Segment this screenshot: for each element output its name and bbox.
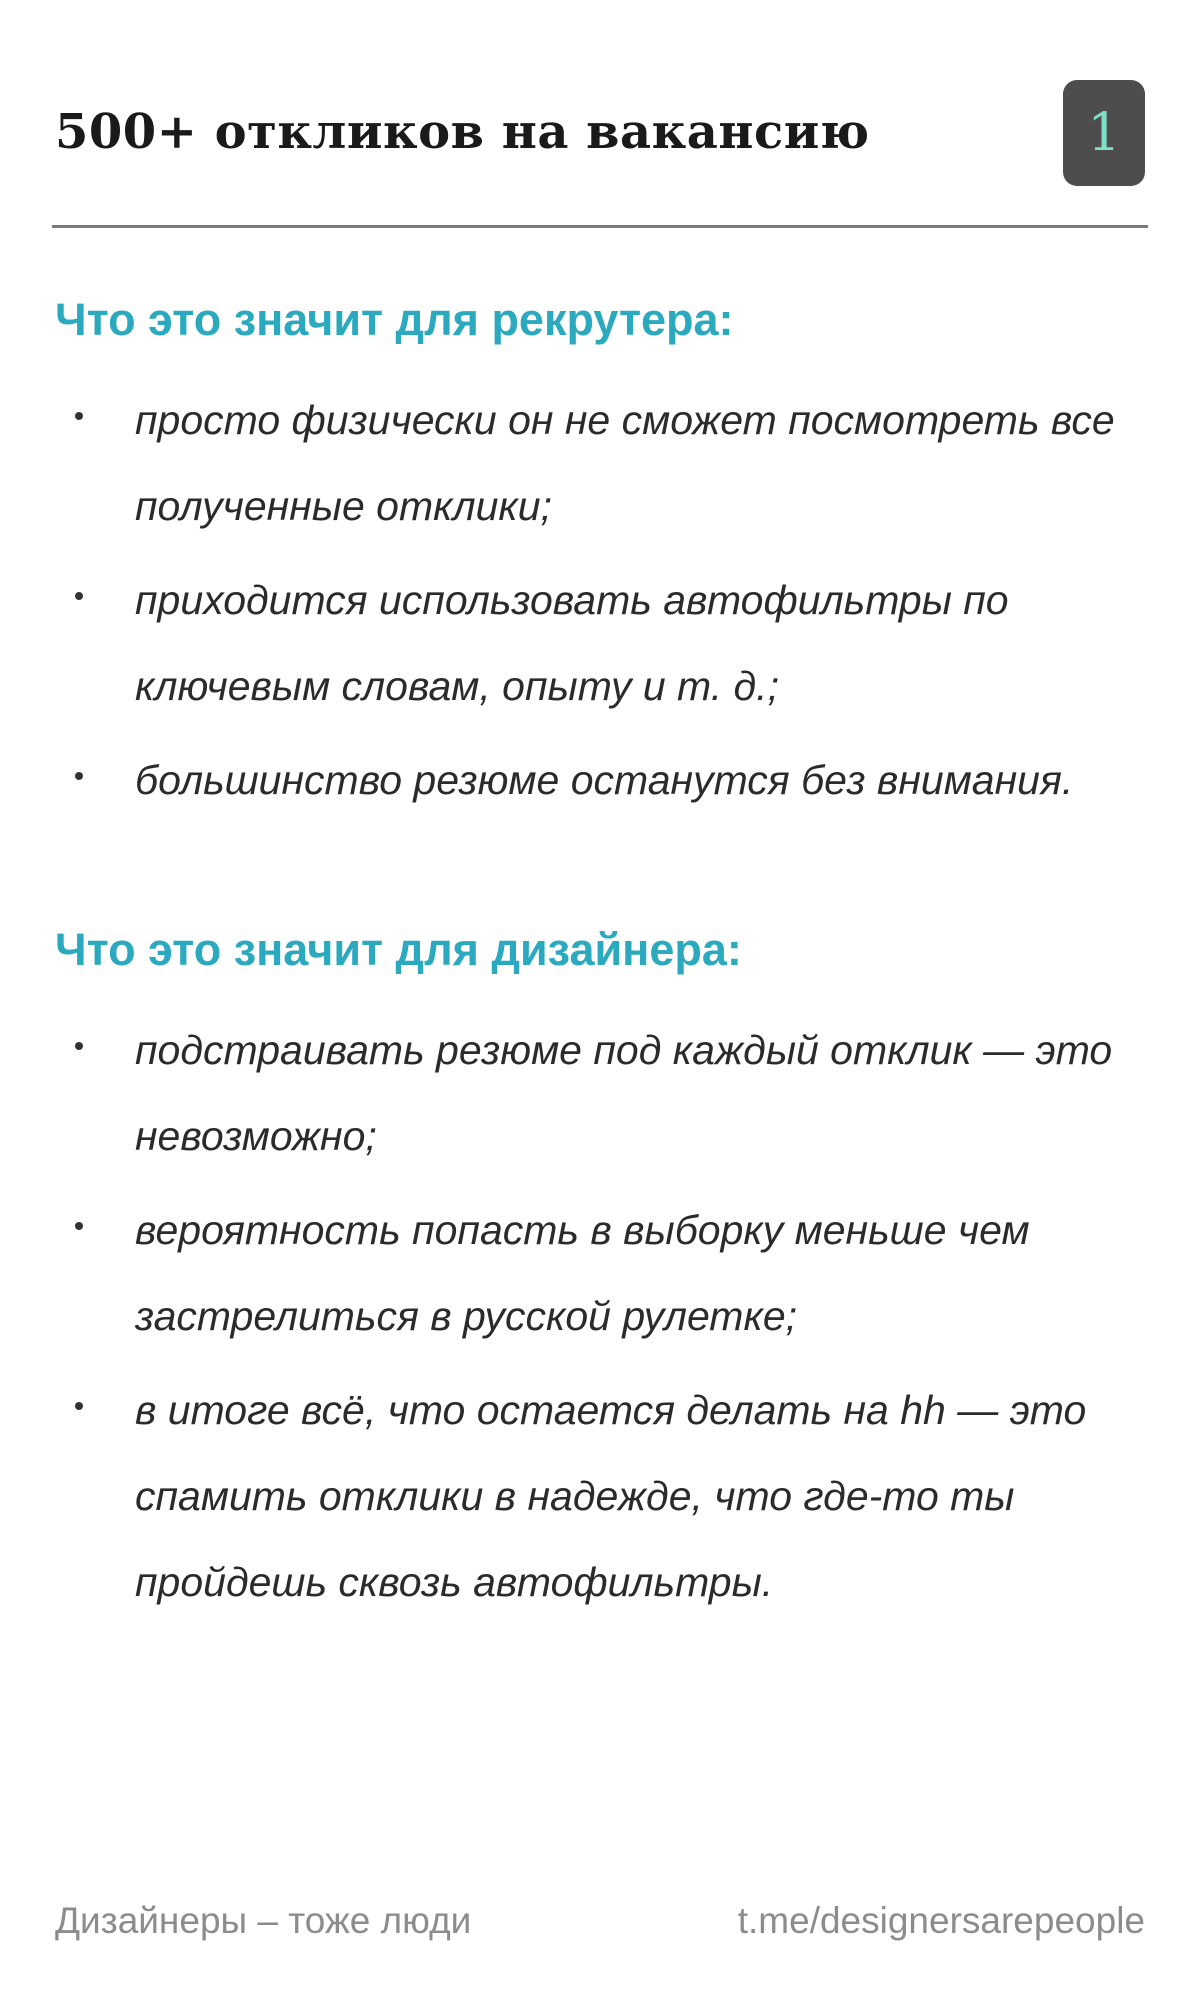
bullet-icon bbox=[75, 772, 83, 780]
section-heading: Что это значит для дизайнера: bbox=[55, 924, 742, 975]
section-recruiter bbox=[55, 285, 1145, 831]
bullet-icon bbox=[75, 1042, 83, 1050]
footer bbox=[55, 1900, 1145, 1960]
header bbox=[55, 80, 1145, 190]
section-designer bbox=[55, 915, 1145, 1633]
section-heading: Что это значит для рекрутера: bbox=[55, 294, 734, 345]
list-item-text: подстраивать резюме под каждый отклик — это невозможно; bbox=[135, 1027, 1113, 1159]
list-item bbox=[55, 1007, 1145, 1179]
list-item bbox=[55, 1187, 1145, 1359]
bullet-list bbox=[55, 377, 1145, 823]
header-divider bbox=[52, 225, 1148, 228]
bullet-icon bbox=[75, 412, 83, 420]
page-number-badge: 1 bbox=[1063, 80, 1145, 186]
list-item bbox=[55, 557, 1145, 729]
bullet-icon bbox=[75, 592, 83, 600]
list-item-text: просто физически он не сможет посмотреть все полученные отклики; bbox=[135, 397, 1115, 529]
page-title: 500+ откликов на вакансию bbox=[55, 104, 870, 160]
list-item-text: вероятность попасть в выборку меньше чем застрелиться в русской рулетке; bbox=[135, 1207, 1030, 1339]
bullet-icon bbox=[75, 1402, 83, 1410]
footer-channel-name: Дизайнеры – тоже люди bbox=[55, 1900, 472, 1941]
list-item bbox=[55, 377, 1145, 549]
list-item bbox=[55, 1367, 1145, 1625]
list-item-text: в итоге всё, что остается делать на hh — это спамить отклики в надежде, что где-то ты пройдешь сквозь автофильтры. bbox=[135, 1387, 1087, 1605]
list-item-text: большинство резюме останутся без внимания. bbox=[135, 757, 1074, 803]
list-item-text: приходится использовать автофильтры по ключевым словам, опыту и т. д.; bbox=[135, 577, 1009, 709]
footer-channel-link[interactable]: t.me/designersarepeople bbox=[737, 1900, 1145, 1941]
bullet-icon bbox=[75, 1222, 83, 1230]
list-item bbox=[55, 737, 1145, 823]
bullet-list bbox=[55, 1007, 1145, 1625]
